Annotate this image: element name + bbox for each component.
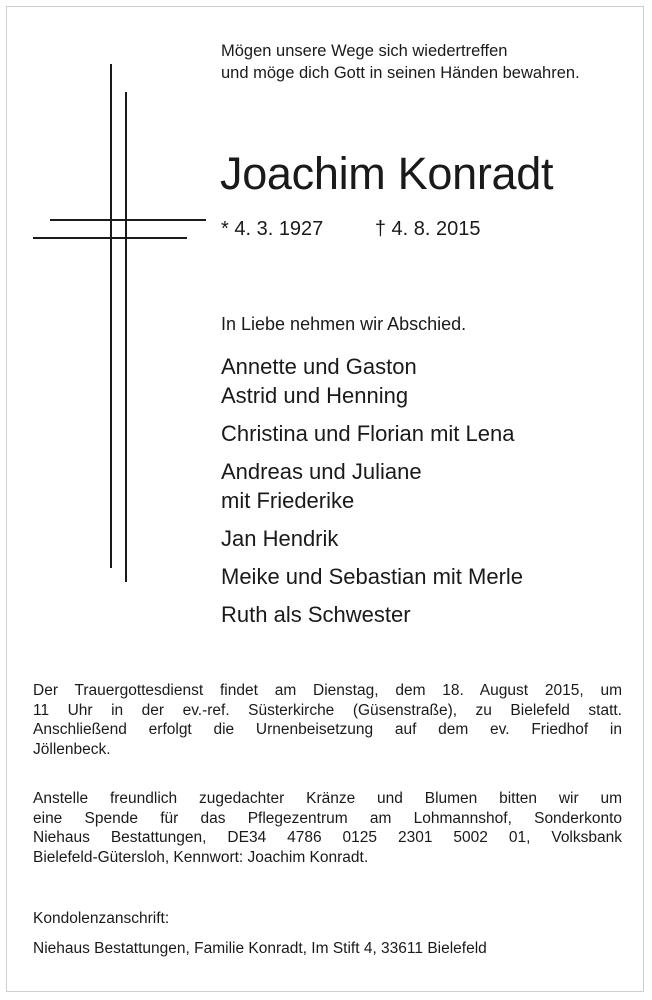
cross-horizontal-line-bottom	[33, 237, 187, 239]
cross-vertical-line-right	[125, 92, 127, 582]
mourner-line: Ruth als Schwester	[221, 602, 411, 627]
mourner-line: Meike und Sebastian mit Merle	[221, 564, 524, 589]
condolence-address-line: Niehaus Bestattungen, Familie Konradt, Im Stift 4, 33611 Bielefeld	[33, 940, 487, 957]
mourner-line: Christina und Florian mit Lena	[221, 421, 515, 446]
funeral-service-info	[33, 681, 622, 759]
mourners-list	[221, 352, 523, 629]
mourner-line: mit Friederike	[221, 488, 355, 513]
condolence-address	[33, 909, 487, 959]
condolence-label: Kondolenzanschrift:	[33, 910, 170, 927]
donation-line: Bielefeld-Gütersloh, Kennwort: Joachim Konradt.	[33, 848, 369, 866]
donation-info	[33, 789, 622, 867]
birth-date: * 4. 3. 1927	[221, 218, 324, 240]
donation-line: eine Spende für das Pflegezentrum am Lohmannshof, Sonderkonto	[33, 809, 622, 827]
donation-line: Niehaus Bestattungen, DE34 4786 0125 2301 5002 01, Volksbank	[33, 829, 622, 847]
cross-horizontal-line-top	[50, 219, 206, 221]
service-line: Anschließend erfolgt die Urnenbeisetzung auf dem ev. Friedhof in	[33, 721, 622, 739]
deceased-name: Joachim Konradt	[220, 148, 554, 199]
opening-quote	[221, 40, 580, 84]
cross-vertical-line-left	[110, 64, 112, 568]
mourner-line: Jan Hendrik	[221, 526, 339, 551]
service-line: 11 Uhr in der ev.-ref. Süsterkirche (Güsenstraße), zu Bielefeld statt.	[33, 701, 622, 719]
service-line: Jöllenbeck.	[33, 740, 111, 758]
quote-line-1: Mögen unsere Wege sich wiedertreffen	[221, 42, 508, 60]
mourner-line: Annette und Gaston	[221, 354, 417, 379]
mourner-line: Andreas und Juliane	[221, 459, 422, 484]
death-date: † 4. 8. 2015	[374, 218, 481, 240]
donation-line: Anstelle freundlich zugedachter Kränze und Blumen bitten wir um	[33, 790, 622, 807]
mourner-line: Astrid und Henning	[221, 383, 409, 408]
farewell-line: In Liebe nehmen wir Abschied.	[221, 314, 467, 334]
life-dates	[221, 216, 481, 242]
service-line: Der Trauergottesdienst findet am Dienstag, dem 18. August 2015, um	[33, 682, 622, 699]
quote-line-2: und möge dich Gott in seinen Händen bewahren.	[221, 64, 580, 82]
